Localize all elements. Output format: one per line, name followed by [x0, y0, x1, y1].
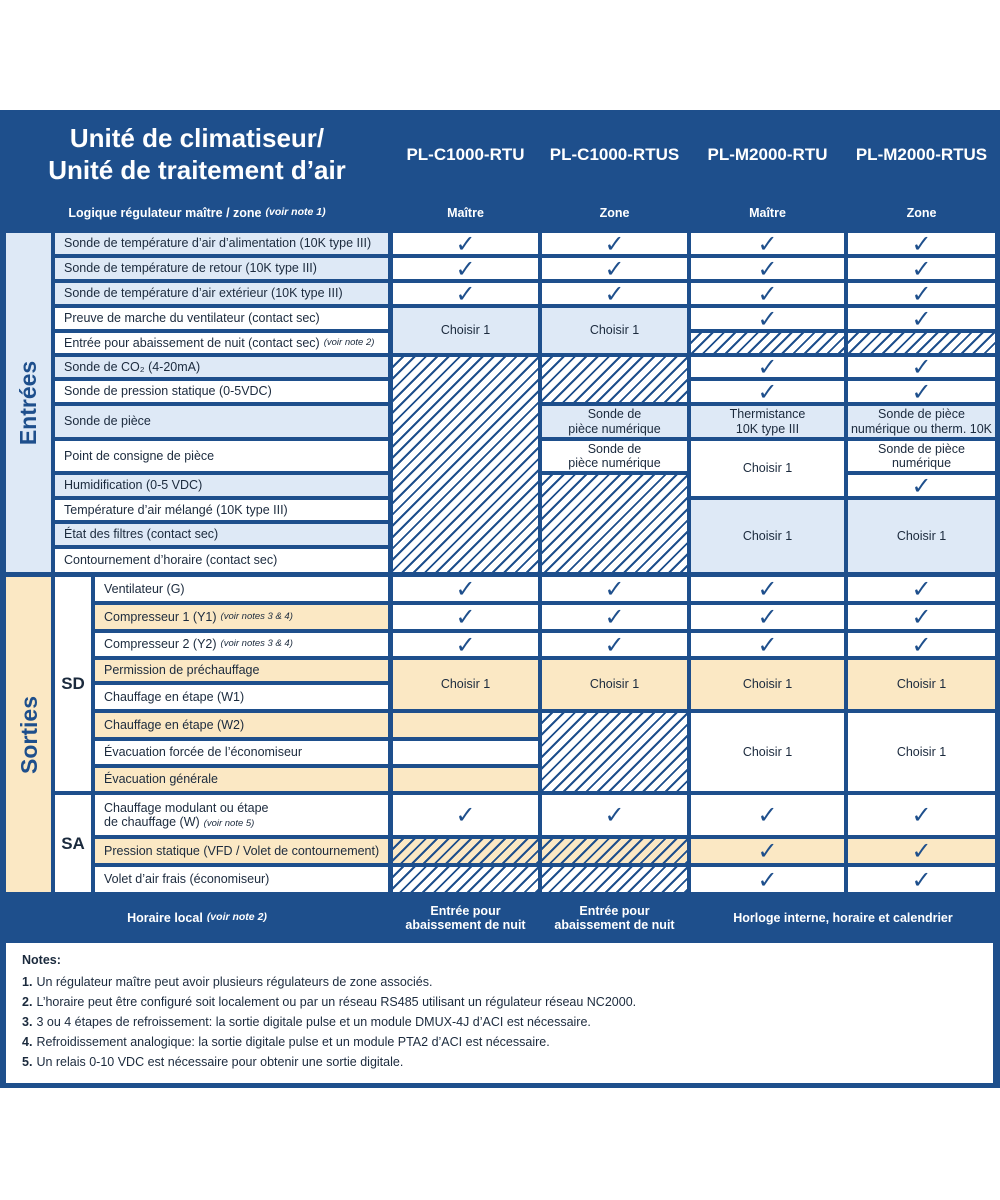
logic-value: Maître [691, 198, 844, 228]
choice-cell: Choisir 1 [848, 713, 995, 791]
row-label: Sonde de température d’air extérieur (10K type III) [55, 283, 388, 304]
check-icon: ✓ [604, 575, 625, 603]
value-text: Sonde de [587, 441, 642, 456]
check-icon: ✓ [757, 603, 778, 631]
check-icon: ✓ [757, 865, 778, 894]
check-icon: ✓ [757, 353, 778, 381]
check-cell [691, 229, 844, 258]
check-icon: ✓ [911, 603, 932, 631]
empty-cell [393, 713, 538, 737]
na-hatch [542, 867, 687, 892]
section-sorties-label: Sorties [15, 695, 42, 774]
check-cell [393, 577, 538, 601]
empty-cell [393, 768, 538, 791]
check-cell [848, 605, 995, 629]
col-header-pl-m2000-rtu: PL-M2000-RTU [691, 116, 844, 194]
choice-cell: Choisir 1 [691, 500, 844, 572]
check-icon: ✓ [757, 575, 778, 603]
row-label: Preuve de marche du ventilateur (contact sec) [55, 308, 388, 329]
check-icon: ✓ [757, 229, 778, 258]
check-cell [393, 279, 538, 308]
check-cell [848, 471, 995, 500]
row-label: Humidification (0-5 VDC) [55, 475, 388, 496]
check-icon: ✓ [911, 353, 932, 381]
value-text: pièce numérique [568, 421, 661, 436]
check-cell [542, 630, 687, 659]
check-cell [691, 577, 844, 601]
value-text: 10K type III [735, 421, 800, 436]
check-icon: ✓ [757, 279, 778, 308]
note-number: 4. [22, 1035, 33, 1049]
notes-panel [6, 943, 993, 1083]
row-note: (voir notes 3 & 4) [220, 638, 293, 650]
row-label: Pression statique (VFD / Volet de contournement) [95, 839, 388, 863]
value-text: Thermistance [729, 407, 806, 422]
check-cell [848, 795, 995, 835]
choice-cell: Choisir 1 [393, 660, 538, 709]
value-text: Sonde de [587, 407, 642, 422]
na-hatch [542, 839, 687, 863]
check-icon: ✓ [911, 801, 932, 829]
na-hatch [393, 357, 538, 572]
note-item [22, 995, 977, 1009]
check-icon: ✓ [911, 304, 932, 333]
check-cell [542, 279, 687, 308]
row-label-text: de chauffage (W) [104, 814, 200, 829]
note-number: 2. [22, 995, 33, 1009]
logic-note: (voir note 1) [265, 206, 326, 219]
choice-cell: Choisir 1 [542, 660, 687, 709]
logic-value: Maître [393, 198, 538, 228]
value-cell [542, 441, 687, 471]
row-label: Évacuation générale [95, 768, 388, 791]
check-cell [848, 577, 995, 601]
check-cell [691, 839, 844, 863]
logic-value: Zone [542, 198, 687, 228]
title-line2: Unité de traitement d’air [48, 155, 346, 185]
check-icon: ✓ [455, 603, 476, 631]
check-cell [393, 254, 538, 283]
horaire-value [542, 897, 687, 939]
row-label: Permission de préchauffage [95, 660, 388, 681]
check-icon: ✓ [604, 630, 625, 659]
check-cell [542, 605, 687, 629]
check-icon: ✓ [911, 377, 932, 406]
col-header-pl-c1000-rtus: PL-C1000-RTUS [542, 116, 687, 194]
note-number: 1. [22, 975, 33, 989]
empty-cell [393, 741, 538, 764]
value-cell [542, 406, 687, 437]
check-cell [848, 630, 995, 659]
note-text: L’horaire peut être configuré soit localement ou par un réseau RS485 utilisant un régulateur réseau NC2000. [36, 995, 637, 1009]
notes-title: Notes: [22, 953, 61, 967]
horaire-value-m2000: Horloge interne, horaire et calendrier [691, 897, 995, 939]
value-text: pièce numérique [568, 456, 661, 470]
row-note: (voir note 2) [323, 336, 375, 348]
value-text: Sonde de pièce [878, 441, 965, 456]
check-cell [848, 839, 995, 863]
check-cell [542, 229, 687, 258]
value-text: numérique ou therm. 10K [850, 421, 993, 436]
row-label: Sonde de CO₂ (4-20mA) [55, 357, 388, 377]
check-icon: ✓ [604, 279, 625, 308]
row-label [95, 633, 388, 656]
check-icon: ✓ [455, 254, 476, 283]
note-text: Un régulateur maître peut avoir plusieurs régulateurs de zone associés. [36, 975, 433, 989]
row-label-text: Entrée pour abaissement de nuit (contact sec) [64, 335, 320, 350]
check-icon: ✓ [757, 304, 778, 333]
row-label-text: Compresseur 1 (Y1) [104, 609, 217, 624]
choice-cell: Choisir 1 [691, 713, 844, 791]
horaire-note: (voir note 2) [206, 911, 267, 924]
row-label-text: Compresseur 2 (Y2) [104, 637, 217, 652]
choice-cell: Choisir 1 [542, 308, 687, 353]
check-cell [542, 577, 687, 601]
row-note: (voir note 5) [203, 817, 255, 829]
check-cell [691, 353, 844, 381]
value-cell [848, 441, 995, 471]
check-cell [393, 795, 538, 835]
note-number: 3. [22, 1015, 33, 1029]
horaire-label-text: Horaire local [127, 910, 203, 925]
check-cell [691, 605, 844, 629]
check-icon: ✓ [455, 229, 476, 258]
value-text: Sonde de pièce [878, 407, 965, 422]
row-label: Sonde de pièce [55, 406, 388, 437]
section-sorties [6, 577, 51, 892]
row-label: Sonde de pression statique (0-5VDC) [55, 381, 388, 402]
note-text: 3 ou 4 étapes de refroissement: la sortie digitale pulse et un module DMUX-4J d’ACI est nécessaire. [36, 1015, 591, 1029]
check-icon: ✓ [604, 254, 625, 283]
row-label [95, 605, 388, 629]
row-label-text: Chauffage modulant ou étape [104, 800, 269, 815]
check-cell [542, 795, 687, 835]
logic-label-text: Logique régulateur maître / zone [68, 205, 262, 220]
check-icon: ✓ [757, 254, 778, 283]
row-label: Chauffage en étape (W1) [95, 685, 388, 709]
choice-cell: Choisir 1 [691, 660, 844, 709]
horaire-text: abaissement de nuit [554, 918, 675, 932]
value-text: numérique [891, 456, 952, 470]
check-icon: ✓ [455, 279, 476, 308]
row-note: (voir notes 3 & 4) [220, 610, 293, 622]
na-hatch [393, 867, 538, 892]
section-entrees [6, 233, 51, 572]
row-label [55, 333, 388, 353]
check-icon: ✓ [757, 377, 778, 406]
check-icon: ✓ [757, 801, 778, 829]
note-text: Un relais 0-10 VDC est nécessaire pour obtenir une sortie digitale. [36, 1055, 404, 1069]
check-cell [848, 353, 995, 381]
horaire-value [393, 897, 538, 939]
note-item [22, 1055, 977, 1069]
row-label: Contournement d’horaire (contact sec) [55, 549, 388, 572]
note-item [22, 975, 977, 989]
na-hatch [542, 475, 687, 572]
check-icon: ✓ [455, 575, 476, 603]
check-cell [848, 867, 995, 892]
check-cell [542, 254, 687, 283]
check-icon: ✓ [911, 837, 932, 865]
title-line1: Unité de climatiseur/ [69, 123, 325, 154]
na-hatch [393, 839, 538, 863]
check-cell [691, 795, 844, 835]
note-number: 5. [22, 1055, 33, 1069]
note-item [22, 1015, 977, 1029]
row-label: Sonde de température d’air d’alimentation (10K type III) [55, 233, 388, 254]
choice-cell: Choisir 1 [848, 660, 995, 709]
check-cell [848, 254, 995, 283]
group-sd: SD [55, 577, 91, 791]
horaire-label [6, 897, 388, 939]
value-cell [848, 406, 995, 437]
check-cell [691, 630, 844, 659]
check-cell [848, 229, 995, 258]
choice-cell: Choisir 1 [393, 308, 538, 353]
horaire-text: Entrée pour [430, 903, 501, 918]
check-icon: ✓ [911, 279, 932, 308]
logic-value: Zone [848, 198, 995, 228]
na-hatch [848, 333, 995, 353]
na-hatch [691, 333, 844, 353]
row-label: Volet d’air frais (économiseur) [95, 867, 388, 892]
na-hatch [542, 713, 687, 791]
col-header-pl-m2000-rtus: PL-M2000-RTUS [848, 116, 995, 194]
check-icon: ✓ [911, 865, 932, 894]
check-cell [691, 304, 844, 333]
logic-label [6, 198, 388, 228]
row-label: Sonde de température de retour (10K type III) [55, 258, 388, 279]
check-cell [393, 630, 538, 659]
section-entrees-label: Entrées [15, 360, 42, 445]
check-icon: ✓ [911, 254, 932, 283]
col-header-pl-c1000-rtu: PL-C1000-RTU [393, 116, 538, 194]
group-sa: SA [55, 795, 91, 892]
check-icon: ✓ [757, 630, 778, 659]
check-cell [848, 377, 995, 406]
check-cell [848, 304, 995, 333]
check-icon: ✓ [455, 801, 476, 829]
table-title [6, 116, 388, 194]
note-item [22, 1035, 977, 1049]
check-icon: ✓ [911, 575, 932, 603]
check-cell [691, 279, 844, 308]
check-icon: ✓ [911, 630, 932, 659]
row-label: Évacuation forcée de l’économiseur [95, 741, 388, 764]
check-icon: ✓ [604, 603, 625, 631]
check-cell [691, 254, 844, 283]
check-cell [393, 605, 538, 629]
row-label: Point de consigne de pièce [55, 441, 388, 471]
check-cell [393, 229, 538, 258]
horaire-text: Entrée pour [579, 903, 650, 918]
horaire-text: abaissement de nuit [405, 918, 526, 932]
row-label: Chauffage en étape (W2) [95, 713, 388, 737]
check-icon: ✓ [604, 801, 625, 829]
check-icon: ✓ [757, 837, 778, 865]
check-icon: ✓ [911, 471, 932, 500]
row-label: État des filtres (contact sec) [55, 524, 388, 545]
row-label: Température d’air mélangé (10K type III) [55, 500, 388, 520]
check-icon: ✓ [455, 630, 476, 659]
check-icon: ✓ [911, 229, 932, 258]
check-icon: ✓ [604, 229, 625, 258]
check-cell [848, 279, 995, 308]
row-label: Ventilateur (G) [95, 577, 388, 601]
check-cell [691, 377, 844, 406]
choice-cell: Choisir 1 [848, 500, 995, 572]
check-cell [691, 867, 844, 892]
row-label [95, 795, 388, 835]
value-cell [691, 406, 844, 437]
na-hatch [542, 357, 687, 402]
note-text: Refroidissement analogique: la sortie digitale pulse et un module PTA2 d’ACI est nécessaire. [36, 1035, 550, 1049]
choice-cell: Choisir 1 [691, 441, 844, 496]
